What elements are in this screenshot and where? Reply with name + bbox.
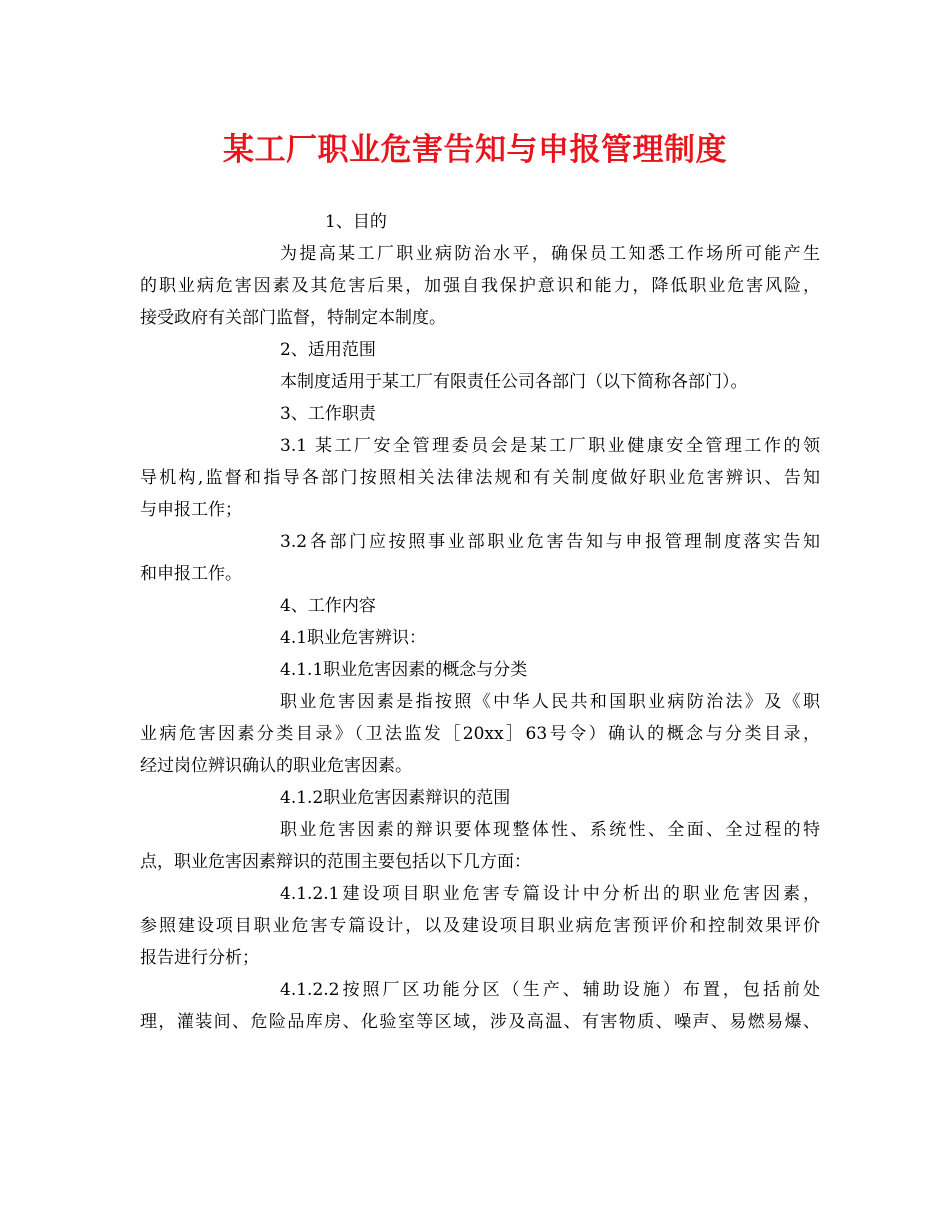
paragraph-line: 与申报工作； <box>140 500 242 520</box>
subsection-heading: 4.1职业危害辨识： <box>280 628 427 648</box>
section-heading: 4、工作内容 <box>280 596 376 616</box>
paragraph-line: 报告进行分析； <box>140 948 259 968</box>
section-heading: 3、工作职责 <box>280 404 376 424</box>
document-title: 某工厂职业危害告知与申报管理制度 <box>223 132 727 168</box>
paragraph-line: 参照建设项目职业危害专篇设计，以及建设项目职业病危害预评价和控制效果评价 <box>140 916 820 936</box>
paragraph-line: 4.1.2.1建设项目职业危害专篇设计中分析出的职业危害因素， <box>280 884 820 904</box>
paragraph-line: 接受政府有关部门监督，特制定本制度。 <box>140 308 446 328</box>
section-heading: 2、适用范围 <box>280 340 376 360</box>
paragraph-line: 导机构,监督和指导各部门按照相关法律法规和有关制度做好职业危害辨识、告知 <box>140 468 820 488</box>
paragraph-line: 3.2各部门应按照事业部职业危害告知与申报管理制度落实告知 <box>280 532 820 552</box>
paragraph-line: 经过岗位辨识确认的职业危害因素。 <box>140 756 412 776</box>
section-heading: 1、目的 <box>325 212 387 232</box>
document-body <box>140 206 820 1038</box>
paragraph-line: 4.1.2.2按照厂区功能分区（生产、辅助设施）布置，包括前处 <box>280 980 820 1000</box>
paragraph-line: 的职业病危害因素及其危害后果，加强自我保护意识和能力，降低职业危害风险， <box>140 276 820 296</box>
subsection-heading: 4.1.1职业危害因素的概念与分类 <box>280 660 528 680</box>
paragraph-line: 职业危害因素的辩识要体现整体性、系统性、全面、全过程的特 <box>280 820 820 840</box>
paragraph-line: 点，职业危害因素辩识的范围主要包括以下几方面： <box>140 852 531 872</box>
paragraph-line: 本制度适用于某工厂有限责任公司各部门（以下简称各部门）。 <box>280 372 748 392</box>
paragraph-line: 为提高某工厂职业病防治水平，确保员工知悉工作场所可能产生 <box>280 244 820 264</box>
subsection-heading: 4.1.2职业危害因素辩识的范围 <box>280 788 511 808</box>
paragraph-line: 职业危害因素是指按照《中华人民共和国职业病防治法》及《职 <box>280 692 820 712</box>
paragraph-line: 理，灌装间、危险品库房、化验室等区域，涉及高温、有害物质、噪声、易燃易爆、 <box>140 1012 820 1032</box>
paragraph-line: 业病危害因素分类目录》（卫法监发［20xx］63号令）确认的概念与分类目录， <box>140 724 820 744</box>
paragraph-line: 和申报工作。 <box>140 564 242 584</box>
paragraph-line: 3.1 某工厂安全管理委员会是某工厂职业健康安全管理工作的领 <box>280 436 820 456</box>
